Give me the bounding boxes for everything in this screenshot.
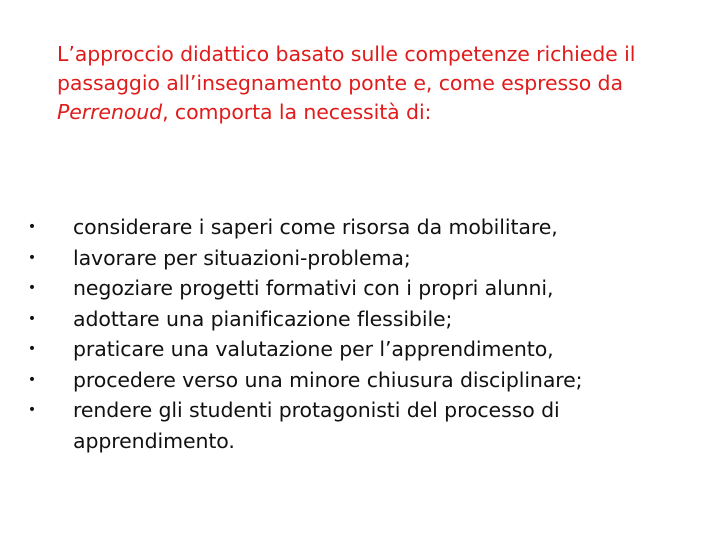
intro-author: Perrenoud [57,100,163,124]
bullet-text: adottare una pianificazione flessibile; [73,306,453,331]
bullet-dot-icon: • [27,219,37,235]
bullet-item [0,212,720,243]
bullet-item [0,243,720,274]
bullet-item [0,273,720,304]
bullet-list [0,212,720,456]
bullet-item [0,395,720,456]
bullet-dot-icon: • [27,249,37,266]
bullet-text: procedere verso una minore chiusura disciplinare; [73,367,583,392]
bullet-dot-icon: • [27,310,37,327]
intro-text-before: L’approccio didattico basato sulle competenze richiede il passaggio all’insegnamento ponte e, come espresso da [57,42,636,95]
intro-text-after: , comporta la necessità di: [162,100,432,124]
bullet-item [0,334,720,365]
bullet-dot-icon: • [27,402,37,418]
intro-paragraph [57,40,657,127]
bullet-dot-icon: • [27,371,37,388]
bullet-text: lavorare per situazioni-problema; [73,245,411,270]
bullet-item [0,365,720,396]
bullet-text: considerare i saperi come risorsa da mobilitare, [73,215,558,239]
bullet-item [0,304,720,335]
bullet-text: praticare una valutazione per l’apprendimento, [73,337,554,361]
bullet-dot-icon: • [27,280,37,296]
bullet-text: rendere gli studenti protagonisti del processo di apprendimento. [73,398,560,453]
bullet-text: negoziare progetti formativi con i propri alunni, [73,276,554,300]
bullet-dot-icon: • [27,341,37,357]
